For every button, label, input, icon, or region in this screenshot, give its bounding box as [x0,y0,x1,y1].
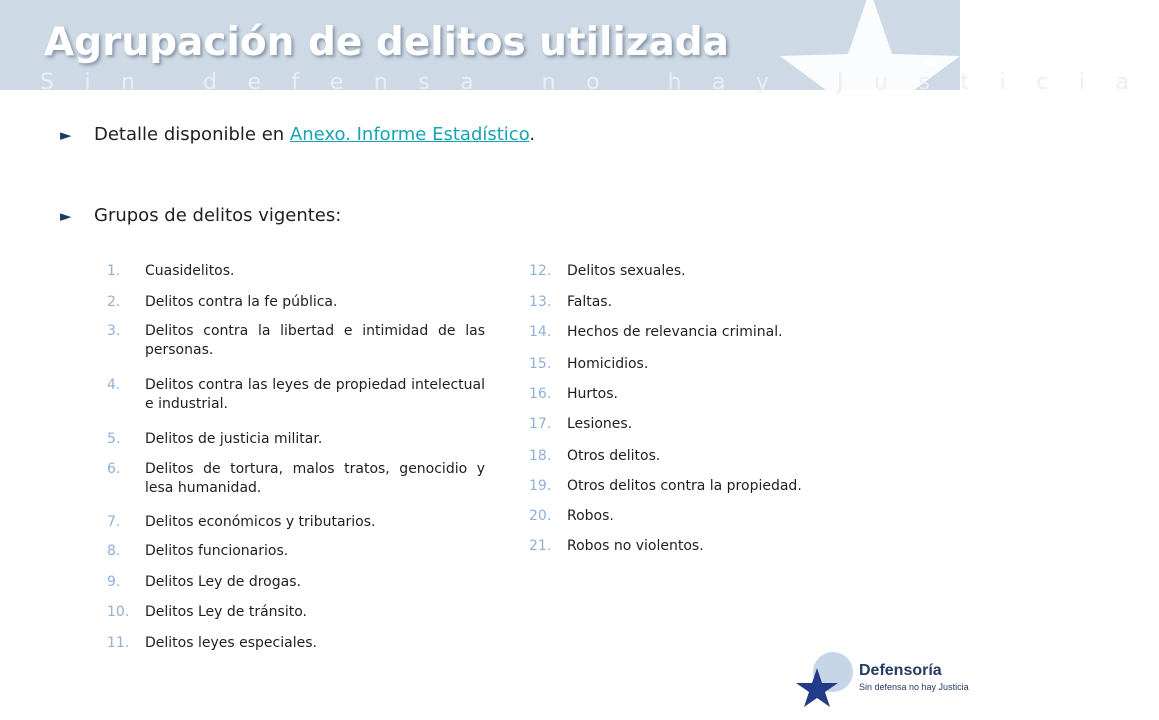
logo-name: Defensoría [859,662,942,679]
list-item-text: Delitos Ley de drogas. [145,574,301,590]
list-item-number: 1. [107,263,121,279]
list-item [107,430,322,449]
list-item-number: 17. [529,416,552,432]
list-item-text: Otros delitos. [567,448,661,464]
list-item [529,323,783,342]
list-item-text: Otros delitos contra la propiedad. [567,478,802,494]
list-item-text: Delitos contra la libertad e intimidad de las personas. [145,323,485,358]
list-item-number: 7. [107,514,121,530]
list-item-number: 12. [529,263,552,279]
list-item [529,447,660,466]
list-item-number: 5. [107,431,121,447]
list-item-text: Delitos leyes especiales. [145,635,317,651]
logo-subtitle: Sin defensa no hay Justicia [859,682,969,692]
list-item-text: Faltas. [567,294,613,310]
list-item-number: 14. [529,324,552,340]
list-item-number: 16. [529,386,552,402]
list-item [107,542,288,561]
list-item-text: Lesiones. [567,416,633,432]
page-number: 65 [924,58,938,69]
list-item-text: Delitos Ley de tránsito. [145,604,307,620]
list-item-text: Delitos contra las leyes de propiedad intelectual e industrial. [145,377,485,412]
list-item-number: 19. [529,478,552,494]
list-item-number: 6. [107,461,121,477]
bullet-detail-prefix: Detalle disponible en [94,124,290,145]
list-item-text: Delitos sexuales. [567,263,686,279]
list-item-number: 2. [107,294,121,310]
list-item-number: 15. [529,356,552,372]
list-item [107,322,485,360]
list-item-number: 11. [107,635,130,651]
list-item-number: 21. [529,538,552,554]
list-item-text: Cuasidelitos. [145,263,235,279]
bullet-detail-suffix: . [529,124,536,145]
list-item [107,634,317,653]
list-item [529,415,632,434]
list-item-number: 13. [529,294,552,310]
list-item [107,376,485,414]
list-item [529,537,704,556]
list-item [107,460,485,498]
list-item [529,507,614,526]
list-item-text: Robos no violentos. [567,538,704,554]
list-item-number: 20. [529,508,552,524]
header-band [0,0,1159,95]
list-item [107,513,375,532]
list-item-number: 8. [107,543,121,559]
list-item-number: 3. [107,323,121,339]
list-item-text: Homicidios. [567,356,649,372]
list-item [107,603,307,622]
list-item-number: 4. [107,377,121,393]
annex-link[interactable]: Anexo. Informe Estadístico [289,124,530,145]
bullet-arrow-icon: ► [60,207,72,225]
bullet-groups [60,205,341,226]
bullet-groups-text: Grupos de delitos vigentes: [94,205,342,226]
logo-star-icon [795,650,861,710]
list-item-number: 10. [107,604,130,620]
list-item-text: Delitos de tortura, malos tratos, genocidio y lesa humanidad. [145,461,485,496]
page-title: Agrupación de delitos utilizada [44,20,729,65]
list-item [529,477,802,496]
tagline: Sin defensa no hay Justicia [40,70,1159,95]
list-item-text: Delitos económicos y tributarios. [145,514,376,530]
list-item-number: 9. [107,574,121,590]
defensoria-logo [795,650,969,710]
list-item [107,262,235,281]
list-item-number: 18. [529,448,552,464]
list-item [529,385,618,404]
list-item [529,262,686,281]
list-item-text: Delitos contra la fe pública. [145,294,338,310]
list-item-text: Delitos de justicia militar. [145,431,323,447]
list-item [107,573,301,592]
bullet-detail [60,124,535,145]
bullet-arrow-icon: ► [60,126,72,144]
list-item [529,355,648,374]
list-item-text: Hurtos. [567,386,618,402]
list-item-text: Hechos de relevancia criminal. [567,324,783,340]
list-item [107,293,337,312]
list-item-text: Delitos funcionarios. [145,543,289,559]
list-item-text: Robos. [567,508,614,524]
list-item [529,293,612,312]
